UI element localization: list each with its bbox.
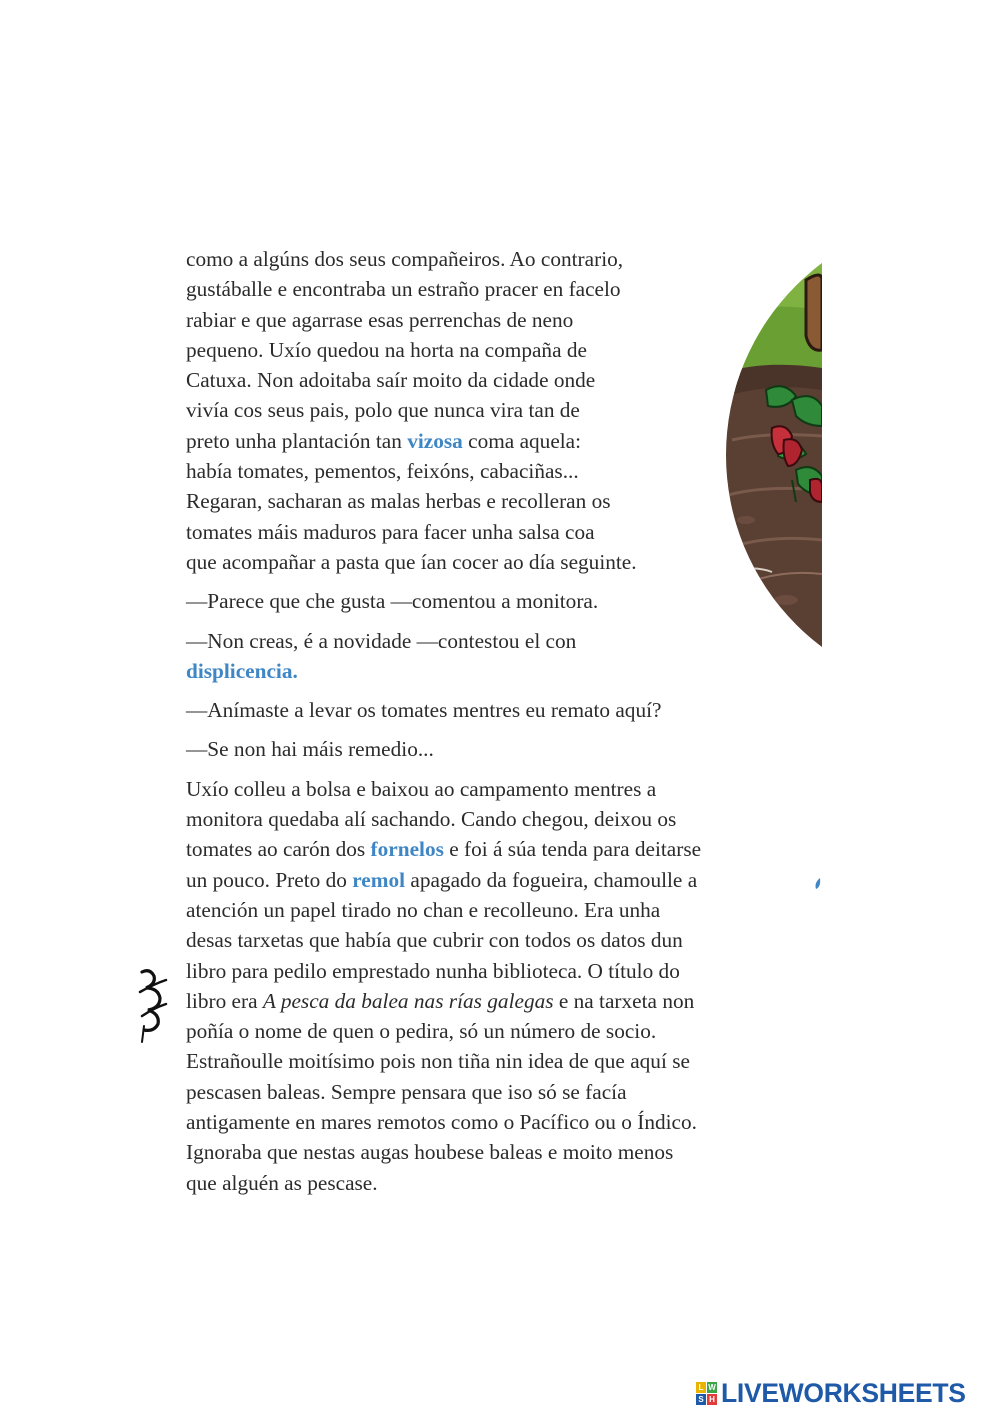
text-segment: atención un papel tirado no chan e recolleuno. Era unha: [186, 897, 661, 922]
story-text: [186, 244, 798, 1198]
text-line: [186, 986, 798, 1016]
paragraph: [186, 734, 798, 764]
text-segment: como a algúns dos seus compañeiros. Ao contrario,: [186, 247, 624, 271]
vocabulary-word: fornelos: [370, 837, 444, 862]
text-segment: e foi á súa tenda para deitarse: [443, 837, 702, 862]
text-segment: Ignoraba que nestas augas houbese baleas e moito menos: [186, 1140, 674, 1165]
text-segment: monitora quedaba alí sachando. Cando chegou, deixou os: [186, 807, 677, 832]
text-line: [186, 656, 798, 686]
text-segment: Estrañoulle moitísimo pois non tiña nin idea de que aquí se: [186, 1049, 690, 1074]
text-segment: gustáballe e encontraba un estraño pracer en facelo: [186, 277, 621, 302]
text-segment: desas tarxetas que había que cubrir con todos os datos dun: [186, 928, 683, 953]
paragraph: [186, 586, 798, 616]
text-segment: coma aquela:: [462, 428, 582, 453]
text-line: [186, 925, 798, 955]
logo-text: LIVEWORKSHEETS: [721, 1377, 966, 1408]
text-segment: rabiar e que agarrase esas perrenchas de neno: [186, 307, 574, 332]
text-line: [186, 395, 798, 425]
text-segment: que acompañar a pasta que ían cocer ao día seguinte.: [186, 549, 637, 574]
text-line: [186, 1107, 798, 1137]
text-segment: preto unha plantación tan: [186, 428, 408, 453]
paragraph: [186, 774, 798, 1198]
book-title: A pesca da balea nas rías galegas: [262, 988, 554, 1013]
text-line: [186, 274, 798, 304]
paragraph: [186, 244, 798, 577]
text-line: [186, 244, 798, 274]
text-segment: pequeno. Uxío quedou na horta na compaña de: [186, 337, 587, 362]
text-segment: antigamente en mares remotos como o Pacífico ou o Índico.: [186, 1110, 697, 1135]
text-line: [186, 1046, 798, 1076]
text-segment: que alguén as pescase.: [186, 1170, 378, 1195]
text-line: [186, 305, 798, 335]
text-segment: —Non creas, é a novidade —contestou el con: [186, 628, 577, 653]
text-line: [186, 456, 798, 486]
text-line: [186, 486, 798, 516]
text-line: [186, 626, 798, 656]
handwritten-mark-icon: [136, 966, 170, 1044]
text-segment: Uxío colleu a bolsa e baixou ao campamento mentres a: [186, 776, 657, 801]
paragraph: [186, 695, 798, 725]
text-line: [186, 1077, 798, 1107]
text-line: [186, 335, 798, 365]
text-line: [186, 734, 798, 764]
logo-icon-square: S: [696, 1394, 706, 1405]
liveworksheets-logo: [696, 1377, 966, 1409]
text-segment: Regaran, sacharan as malas herbas e recolleran os: [186, 489, 611, 514]
text-line: [186, 865, 798, 895]
text-line: [186, 517, 798, 547]
vocabulary-word: vizosa: [407, 428, 463, 453]
text-line: [186, 834, 798, 864]
liveworksheets-logo-icon: [696, 1382, 717, 1405]
text-line: [186, 1168, 798, 1198]
text-segment: tomates máis maduros para facer unha salsa coa: [186, 519, 595, 544]
logo-icon-square: W: [708, 1382, 716, 1392]
text-segment: tomates ao carón dos: [186, 837, 371, 862]
text-segment: —Parece que che gusta —comentou a monitora.: [186, 589, 599, 614]
text-segment: Catuxa. Non adoitaba saír moito da cidade onde: [186, 368, 596, 393]
logo-icon-square: L: [696, 1382, 706, 1393]
text-segment: vivía cos seus pais, polo que nunca vira tan de: [186, 398, 580, 423]
text-segment: un pouco. Preto do: [186, 867, 353, 892]
vocabulary-word: displicencia.: [186, 658, 298, 683]
text-segment: —Se non hai máis remedio...: [186, 737, 434, 762]
text-line: [186, 547, 798, 577]
text-segment: —Anímaste a levar os tomates mentres eu remato aquí?: [186, 698, 662, 723]
text-segment: libro para pedilo emprestado nunha biblioteca. O título do: [186, 958, 680, 983]
text-segment: libro era: [186, 988, 263, 1013]
text-segment: e na tarxeta non: [553, 988, 695, 1013]
logo-icon-square: H: [707, 1394, 717, 1405]
text-line: [186, 365, 798, 395]
vocabulary-word: remol: [352, 867, 406, 892]
text-line: [186, 586, 798, 616]
text-segment: apagado da fogueira, chamoulle a: [405, 867, 698, 892]
text-line: [186, 426, 798, 456]
paragraph: [186, 626, 798, 687]
text-line: [186, 774, 798, 804]
text-line: [186, 956, 798, 986]
text-line: [186, 804, 798, 834]
text-line: [186, 895, 798, 925]
garden-plant-illustration: [726, 240, 822, 670]
text-segment: pescasen baleas. Sempre pensara que iso só se facía: [186, 1079, 627, 1104]
text-line: [186, 1137, 798, 1167]
text-line: [186, 695, 798, 725]
text-segment: había tomates, pementos, feixóns, cabaciñas...: [186, 459, 579, 484]
blue-droplet-icon: [812, 876, 822, 890]
text-segment: poñía o nome de quen o pedira, só un número de socio.: [186, 1019, 657, 1044]
text-line: [186, 1016, 798, 1046]
